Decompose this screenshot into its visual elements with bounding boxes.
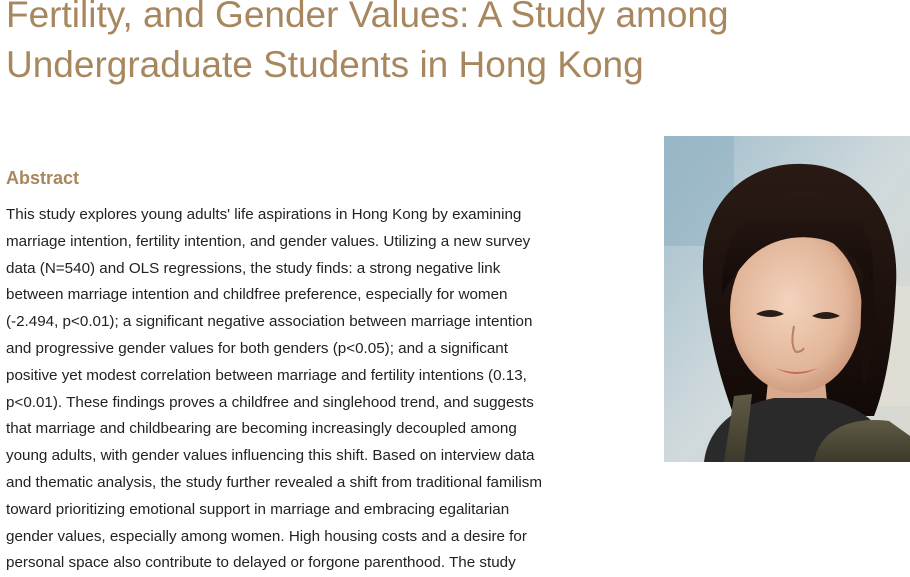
abstract-line: young adults, with gender values influencing this shift. Based on interview data <box>6 447 535 465</box>
article-title-line-1: Fertility, and Gender Values: A Study among <box>6 0 729 35</box>
abstract-line: and progressive gender values for both genders (p<0.05); and a significant <box>6 339 508 357</box>
abstract-line: toward prioritizing emotional support in marriage and embracing egalitarian <box>6 500 510 518</box>
abstract-line: and thematic analysis, the study further revealed a shift from traditional familism <box>6 473 543 491</box>
author-portrait <box>664 136 910 462</box>
abstract-body <box>6 202 652 577</box>
abstract-line: gender values, especially among women. High housing costs and a desire for <box>6 527 527 545</box>
abstract-heading: Abstract <box>6 168 80 188</box>
portrait-illustration <box>664 136 910 462</box>
abstract-line: positive yet modest correlation between marriage and fertility intentions (0.13, <box>6 366 527 384</box>
article-title <box>6 0 896 90</box>
article-title-line-2: Undergraduate Students in Hong Kong <box>6 44 644 85</box>
abstract-line: data (N=540) and OLS regressions, the study finds: a strong negative link <box>6 259 501 277</box>
abstract-line: that marriage and childbearing are becoming increasingly decoupled among <box>6 420 517 438</box>
abstract-line: between marriage intention and childfree preference, especially for women <box>6 286 508 304</box>
abstract-line: marriage intention, fertility intention, and gender values. Utilizing a new survey <box>6 232 531 250</box>
abstract-line: This study explores young adults' life aspirations in Hong Kong by examining <box>6 206 522 223</box>
abstract-line: p<0.01). These findings proves a childfree and singlehood trend, and suggests <box>6 393 534 411</box>
abstract-line: personal space also contribute to delayed or forgone parenthood. The study <box>6 554 516 572</box>
abstract-line: (-2.494, p<0.01); a significant negative association between marriage intention <box>6 313 533 331</box>
